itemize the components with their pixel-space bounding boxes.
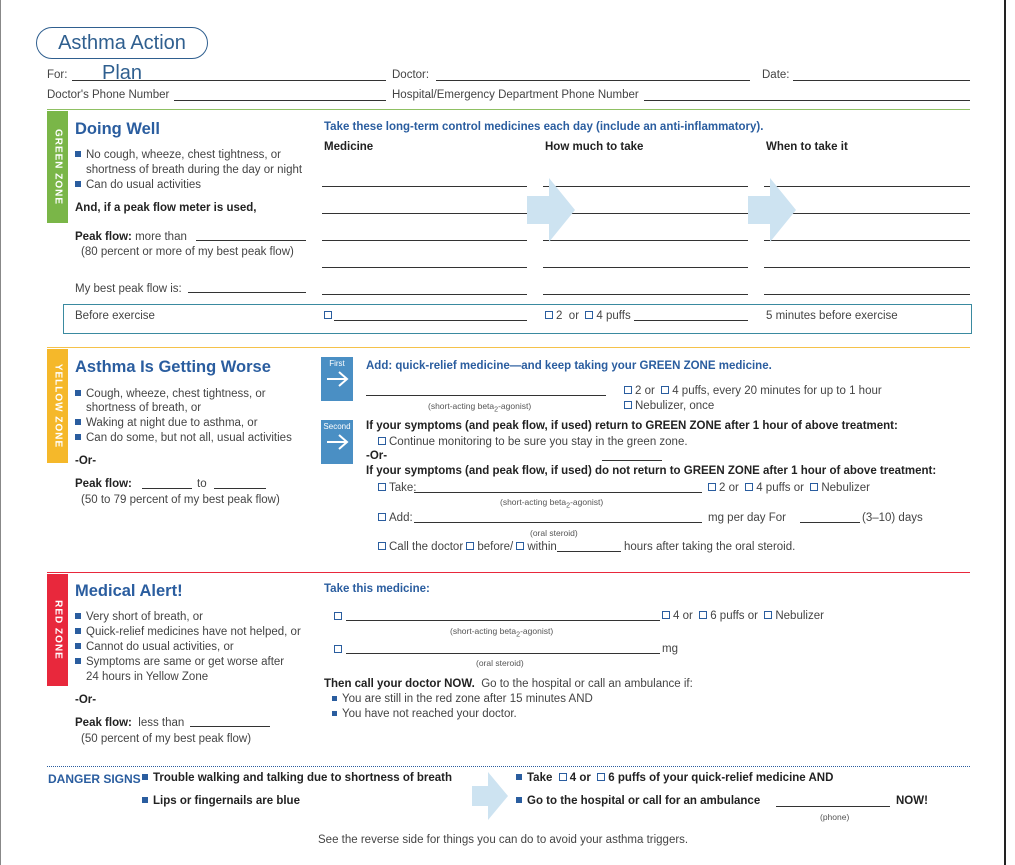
hospital-phone-label: Hospital/Emergency Department Phone Number: [392, 89, 639, 101]
yellow-peak-to: to: [197, 478, 207, 490]
page-border-left: [0, 0, 1, 865]
red-zone-bar: RED ZONE: [47, 574, 68, 686]
green-instruction: Take these long-term control medicines each day (include an anti-inflammatory).: [324, 121, 764, 133]
red-or: -Or-: [75, 694, 97, 706]
red-steroid-field[interactable]: [346, 653, 660, 654]
red-mg: mg: [662, 643, 678, 655]
danger-sign-2: Lips or fingernails are blue: [142, 795, 300, 807]
danger-now: NOW!: [896, 795, 928, 807]
danger-go-hospital: Go to the hospital or call for an ambulance: [516, 795, 760, 807]
bullet-icon: [332, 696, 337, 701]
col-when: When to take it: [766, 141, 848, 153]
green-symptom-1b: shortness of breath during the day or night: [86, 164, 303, 176]
bullet-icon: [142, 774, 148, 780]
checkbox[interactable]: [466, 542, 474, 550]
when-line[interactable]: [764, 267, 970, 268]
mg-per-day: mg per day For: [708, 512, 786, 524]
dose-line[interactable]: [543, 294, 748, 295]
take-options: 2 or 4 puffs or Nebulizer: [708, 481, 870, 496]
red-peak-note: (50 percent of my best peak flow): [81, 733, 252, 745]
doctor-field[interactable]: [436, 80, 750, 81]
take-med-field[interactable]: [414, 492, 702, 493]
checkbox[interactable]: [334, 611, 345, 623]
checkbox[interactable]: [624, 401, 632, 409]
saba-caption-3: (short-acting beta$_2$-agonist): [450, 626, 554, 639]
red-symptom-1: Very short of breath, or: [75, 610, 203, 625]
yellow-peak-from-field[interactable]: [142, 488, 192, 489]
checkbox[interactable]: [545, 311, 553, 319]
med-line[interactable]: [322, 267, 527, 268]
ambulance-phone-field[interactable]: [776, 806, 890, 807]
first-instruction: Add: quick-relief medicine—and keep taking your GREEN ZONE medicine.: [366, 360, 772, 372]
arrow-right-icon: [748, 178, 796, 242]
best-peak-label: My best peak flow is:: [75, 283, 182, 295]
arrow-right-icon: [325, 431, 349, 453]
med-line[interactable]: [322, 186, 527, 187]
for-label: For:: [47, 69, 68, 81]
yellow-peak-flow-label: Peak flow:: [75, 478, 132, 490]
continue-monitoring: Continue monitoring to be sure you stay in the green zone.: [378, 435, 688, 450]
yellow-or: -Or-: [75, 455, 97, 467]
checkbox[interactable]: [378, 437, 386, 445]
bullet-icon: [75, 419, 81, 425]
red-symptom-3: Cannot do usual activities, or: [75, 640, 234, 655]
yellow-peak-note: (50 to 79 percent of my best peak flow): [81, 494, 280, 506]
green-peak-flow-field[interactable]: [196, 240, 306, 241]
checkbox[interactable]: [662, 611, 670, 619]
checkbox[interactable]: [661, 386, 669, 394]
take-label: Take:: [378, 481, 417, 496]
green-divider: [47, 109, 970, 110]
take-this-medicine: Take this medicine:: [324, 583, 430, 595]
checkbox[interactable]: [624, 386, 632, 394]
doctor-label: Doctor:: [392, 69, 430, 81]
green-peak-flow: Peak flow: more than: [75, 231, 187, 243]
checkbox[interactable]: [699, 611, 707, 619]
red-divider: [47, 572, 970, 573]
bullet-icon: [75, 434, 81, 440]
red-symptom-4: Symptoms are same or get worse after: [75, 655, 284, 670]
checkbox[interactable]: [334, 644, 345, 656]
call-now: Then call your doctor NOW. Go to the hospital or call an ambulance if:: [324, 678, 693, 690]
for-field[interactable]: [72, 80, 386, 81]
before-exercise-med-field[interactable]: [334, 320, 527, 321]
bullet-icon: [75, 628, 81, 634]
bullet-icon: [75, 390, 81, 396]
before-exercise-when: 5 minutes before exercise: [766, 310, 898, 322]
danger-sign-1: Trouble walking and talking due to shortness of breath: [142, 772, 452, 784]
when-line[interactable]: [764, 294, 970, 295]
yellow-or2: -Or-: [366, 450, 388, 462]
yellow-symptom-1b: shortness of breath, or: [86, 402, 202, 414]
green-symptom-1: No cough, wheeze, chest tightness, or: [75, 148, 281, 163]
arrow-right-icon: [325, 368, 349, 390]
green-peak-meter: And, if a peak flow meter is used,: [75, 202, 257, 214]
col-how-much: How much to take: [545, 141, 644, 153]
yellow-zone-bar: YELLOW ZONE: [47, 349, 68, 463]
med-line[interactable]: [322, 240, 527, 241]
checkbox[interactable]: [559, 773, 567, 781]
med-line[interactable]: [322, 213, 527, 214]
add-label: Add:: [378, 511, 413, 526]
yellow-symptom-3: Can do some, but not all, usual activities: [75, 431, 292, 446]
first-opt-puffs: 2 or 4 puffs, every 20 minutes for up to 1 hour: [624, 384, 882, 399]
red-med-field[interactable]: [346, 620, 660, 621]
green-heading: Doing Well: [75, 120, 160, 138]
bullet-icon: [516, 797, 522, 803]
phone-caption: (phone): [820, 812, 850, 822]
checkbox[interactable]: [516, 542, 524, 550]
bullet-icon: [332, 711, 337, 716]
doctor-phone-field[interactable]: [174, 100, 386, 101]
doctor-phone-label: Doctor's Phone Number: [47, 89, 170, 101]
first-opt-nebulizer: Nebulizer, once: [624, 399, 714, 414]
add-med-field[interactable]: [414, 522, 702, 523]
checkbox[interactable]: [745, 483, 753, 491]
yellow-peak-to-field[interactable]: [214, 488, 266, 489]
before-exercise-dose-line: [634, 320, 748, 321]
checkbox[interactable]: [378, 483, 386, 491]
danger-label: DANGER SIGNS: [48, 772, 141, 786]
yellow-divider: [47, 347, 970, 348]
bullet-icon: [516, 774, 522, 780]
page-title: Asthma Action Plan: [36, 27, 208, 59]
hours-after: hours after taking the oral steroid.: [624, 541, 796, 553]
arrow-right-icon: [527, 178, 575, 242]
red-symptom-4b: 24 hours in Yellow Zone: [86, 671, 209, 683]
checkbox[interactable]: [764, 611, 772, 619]
bullet-icon: [75, 151, 81, 157]
second-step-badge: Second: [321, 420, 353, 464]
red-bullet-2: You have not reached your doctor.: [332, 707, 517, 722]
med-line[interactable]: [322, 294, 527, 295]
red-peak-field[interactable]: [190, 726, 270, 727]
red-peak-flow: Peak flow: less than: [75, 717, 185, 729]
danger-divider: [47, 766, 970, 767]
red-heading: Medical Alert!: [75, 582, 183, 600]
saba-caption: (short-acting beta$_2$-agonist): [428, 401, 532, 414]
green-zone-bar: GREEN ZONE: [47, 111, 68, 223]
checkbox[interactable]: [810, 483, 818, 491]
checkbox[interactable]: [597, 773, 605, 781]
call-doctor: Call the doctor before/ within: [378, 540, 557, 555]
checkbox[interactable]: [708, 483, 716, 491]
red-bullet-1: You are still in the red zone after 15 minutes AND: [332, 692, 593, 707]
days-label: (3–10) days: [862, 512, 923, 524]
bullet-icon: [75, 643, 81, 649]
first-step-badge: First: [321, 357, 353, 401]
arrow-right-icon: [472, 772, 508, 820]
days-field[interactable]: [800, 522, 860, 523]
red-options: 4 or 6 puffs or Nebulizer: [662, 609, 824, 624]
oral-steroid-caption: (oral steroid): [530, 528, 578, 538]
red-oral-steroid: (oral steroid): [476, 658, 524, 668]
bullet-icon: [75, 658, 81, 664]
bullet-icon: [142, 797, 148, 803]
date-label: Date:: [762, 69, 790, 81]
hospital-phone-field[interactable]: [644, 100, 970, 101]
yellow-symptom-2: Waking at night due to asthma, or: [75, 416, 258, 431]
checkbox[interactable]: [378, 513, 386, 521]
bullet-icon: [75, 181, 81, 187]
red-symptom-2: Quick-relief medicines have not helped, or: [75, 625, 301, 640]
col-medicine: Medicine: [324, 141, 374, 153]
page-border-right: [1004, 0, 1006, 865]
before-exercise-label: Before exercise: [75, 310, 155, 322]
footer-note: See the reverse side for things you can do to avoid your asthma triggers.: [318, 834, 689, 846]
danger-take: Take 4 or 6 puffs of your quick-relief medicine AND: [516, 772, 833, 784]
saba-caption-2: (short-acting beta$_2$-agonist): [500, 497, 604, 510]
second-if-not: If your symptoms (and peak flow, if used) do not return to GREEN ZONE after 1 hour of above treatment:: [366, 465, 937, 477]
before-exercise-dose: 2 or 4 puffs: [545, 309, 631, 324]
checkbox[interactable]: [378, 542, 386, 550]
or-line: [602, 460, 662, 461]
second-if-return: If your symptoms (and peak flow, if used) return to GREEN ZONE after 1 hour of above treatment:: [366, 420, 898, 432]
green-symptom-2: Can do usual activities: [75, 178, 201, 193]
yellow-symptom-1: Cough, wheeze, chest tightness, or: [75, 387, 266, 402]
dose-line[interactable]: [543, 267, 748, 268]
date-field[interactable]: [793, 80, 970, 81]
checkbox[interactable]: [585, 311, 593, 319]
hours-field[interactable]: [557, 551, 621, 552]
bullet-icon: [75, 613, 81, 619]
first-med-field[interactable]: [366, 395, 606, 396]
yellow-heading: Asthma Is Getting Worse: [75, 358, 271, 376]
best-peak-field[interactable]: [188, 292, 306, 293]
green-peak-note: (80 percent or more of my best peak flow): [81, 246, 294, 258]
